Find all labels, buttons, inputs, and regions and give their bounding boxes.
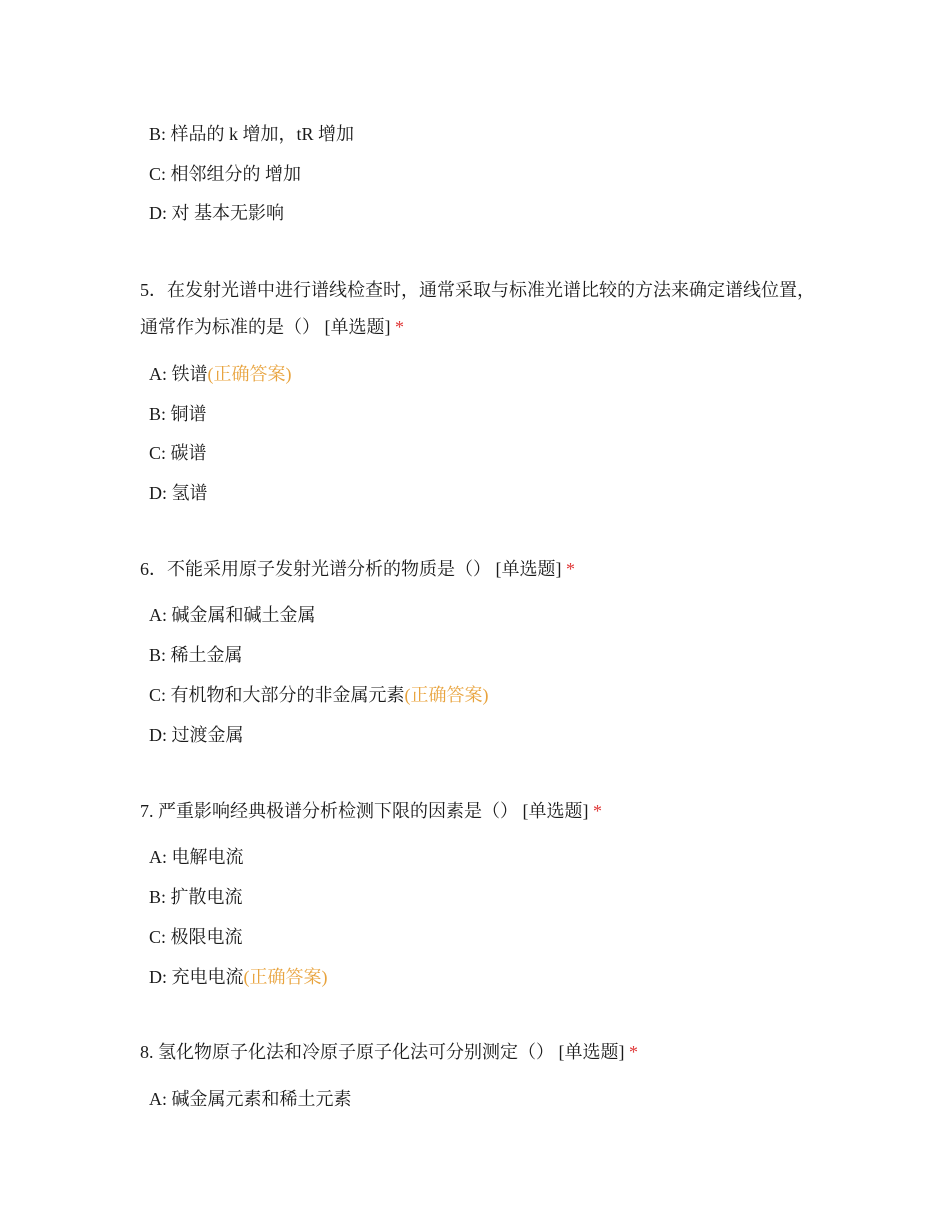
- required-mark: *: [566, 559, 575, 579]
- question-text: 7. 严重影响经典极谱分析检测下限的因素是（）: [140, 801, 518, 821]
- question-text: 6．不能采用原子发射光谱分析的物质是（）: [140, 559, 491, 579]
- option-d[interactable]: D: 对 基本无影响: [149, 203, 284, 223]
- q7-option-b[interactable]: B: 扩散电流: [149, 887, 243, 907]
- option-b[interactable]: B: 样品的 k 增加，tR 增加: [149, 124, 355, 144]
- q5-option-c[interactable]: C: 碳谱: [149, 443, 207, 463]
- correct-answer-label: (正确答案): [207, 364, 292, 384]
- q7-option-d[interactable]: D: 充电电流(正确答案): [149, 967, 328, 987]
- required-mark: *: [593, 801, 602, 821]
- correct-answer-label: (正确答案): [243, 967, 328, 987]
- q5-option-a[interactable]: A: 铁谱(正确答案): [149, 364, 292, 384]
- question-5: [140, 272, 820, 346]
- q5-option-d[interactable]: D: 氢谱: [149, 483, 208, 503]
- q7-option-c[interactable]: C: 极限电流: [149, 927, 243, 947]
- question-8: [140, 1034, 820, 1071]
- question-type: [单选题]: [522, 801, 589, 821]
- question-type: [单选题]: [558, 1042, 625, 1062]
- q7-option-a[interactable]: A: 电解电流: [149, 847, 244, 867]
- q6-option-c[interactable]: C: 有机物和大部分的非金属元素(正确答案): [149, 685, 489, 705]
- q8-option-a[interactable]: A: 碱金属元素和稀土元素: [149, 1089, 352, 1109]
- question-text: 5．在发射光谱中进行谱线检查时，通常采取与标准光谱比较的方法来确定谱线位置，通常作为标准的是（）: [140, 280, 815, 337]
- question-6: [140, 551, 820, 588]
- required-mark: *: [629, 1042, 638, 1062]
- question-text: 8. 氢化物原子化法和冷原子原子化法可分别测定（）: [140, 1042, 554, 1062]
- option-c[interactable]: C: 相邻组分的 增加: [149, 164, 302, 184]
- q6-option-b[interactable]: B: 稀土金属: [149, 645, 243, 665]
- question-7: [140, 793, 820, 830]
- question-type: [单选题]: [324, 317, 391, 337]
- correct-answer-label: (正确答案): [404, 685, 489, 705]
- required-mark: *: [395, 317, 404, 337]
- q6-option-a[interactable]: A: 碱金属和碱土金属: [149, 605, 316, 625]
- q6-option-d[interactable]: D: 过渡金属: [149, 725, 244, 745]
- q5-option-b[interactable]: B: 铜谱: [149, 404, 207, 424]
- question-type: [单选题]: [495, 559, 562, 579]
